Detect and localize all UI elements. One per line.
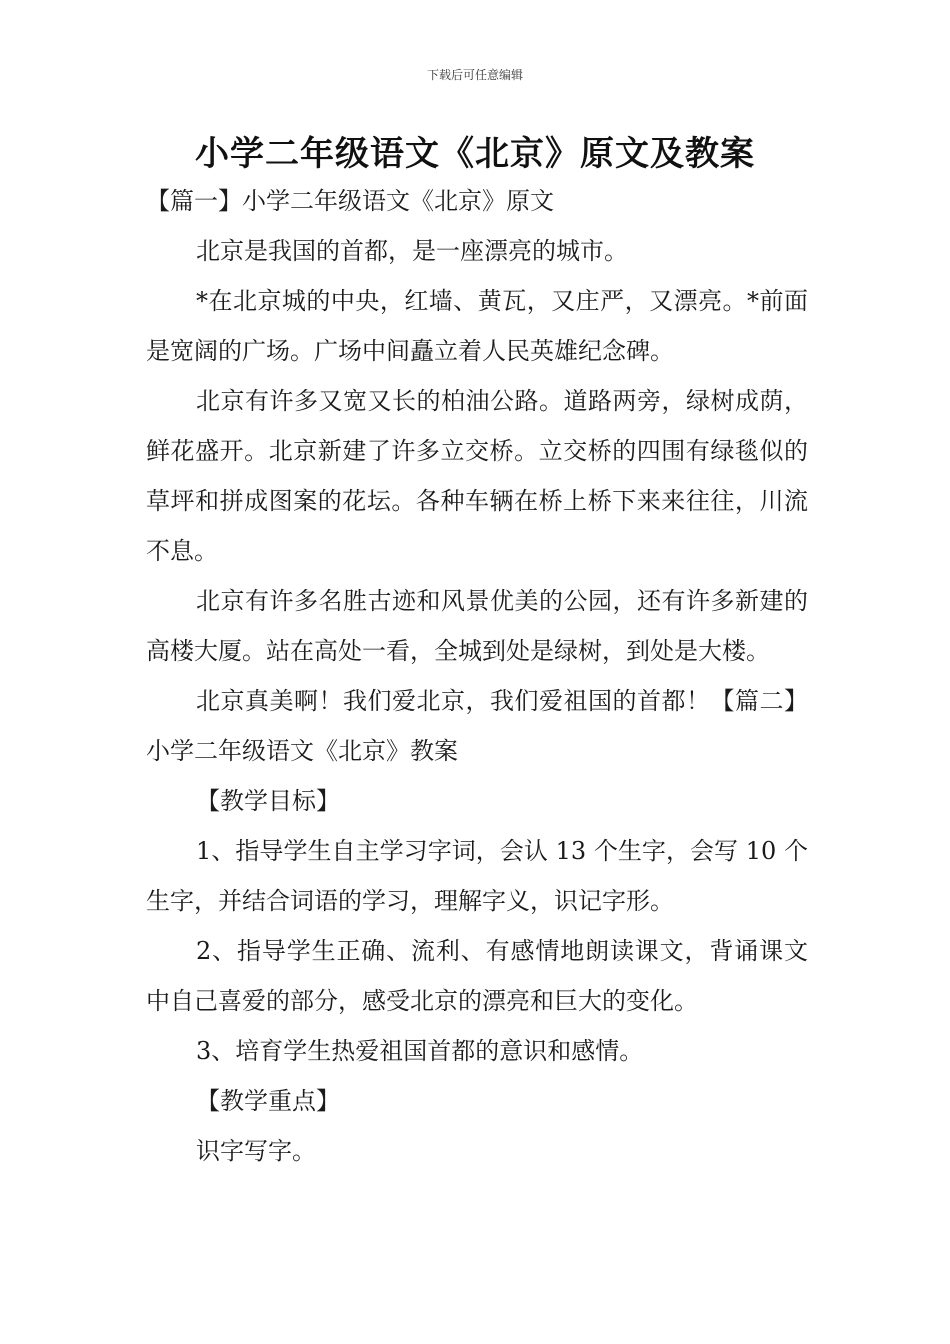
section-heading-teaching-goals: 【教学目标】: [196, 787, 340, 815]
header-note: 下载后可任意编辑: [426, 68, 523, 82]
document-body: [146, 176, 808, 1176]
paragraph: 北京是我国的首都，是一座漂亮的城市。: [196, 237, 628, 265]
paragraph: 北京有许多名胜古迹和风景优美的公园，还有许多新建的高楼大厦。站在高处一看，全城到处是绿树，到处是大楼。: [146, 587, 808, 665]
paragraph: 识字写字。: [196, 1137, 316, 1165]
paragraph: 北京有许多又宽又长的柏油公路。道路两旁，绿树成荫，鲜花盛开。北京新建了许多立交桥。立交桥的四围有绿毯似的草坪和拼成图案的花坛。各种车辆在桥上桥下来来往往，川流不息。: [146, 387, 808, 565]
section-heading-part-one: 【篇一】小学二年级语文《北京》原文: [146, 187, 554, 215]
paragraph: 北京真美啊！我们爱北京，我们爱祖国的首都！【篇二】小学二年级语文《北京》教案: [146, 687, 808, 765]
section-heading-teaching-focus: 【教学重点】: [196, 1087, 340, 1115]
document-title: 小学二年级语文《北京》原文及教案: [195, 134, 755, 174]
paragraph: *在北京城的中央，红墙、黄瓦，又庄严，又漂亮。*前面是宽阔的广场。广场中间矗立着人民英雄纪念碑。: [146, 287, 808, 365]
list-item: 1、指导学生自主学习字词，会认 13 个生字，会写 10 个生字，并结合词语的学习，理解字义，识记字形。: [146, 837, 808, 915]
list-item: 3、培育学生热爱祖国首都的意识和感情。: [196, 1037, 644, 1065]
list-item: 2、指导学生正确、流利、有感情地朗读课文，背诵课文中自己喜爱的部分，感受北京的漂亮和巨大的变化。: [146, 937, 808, 1015]
